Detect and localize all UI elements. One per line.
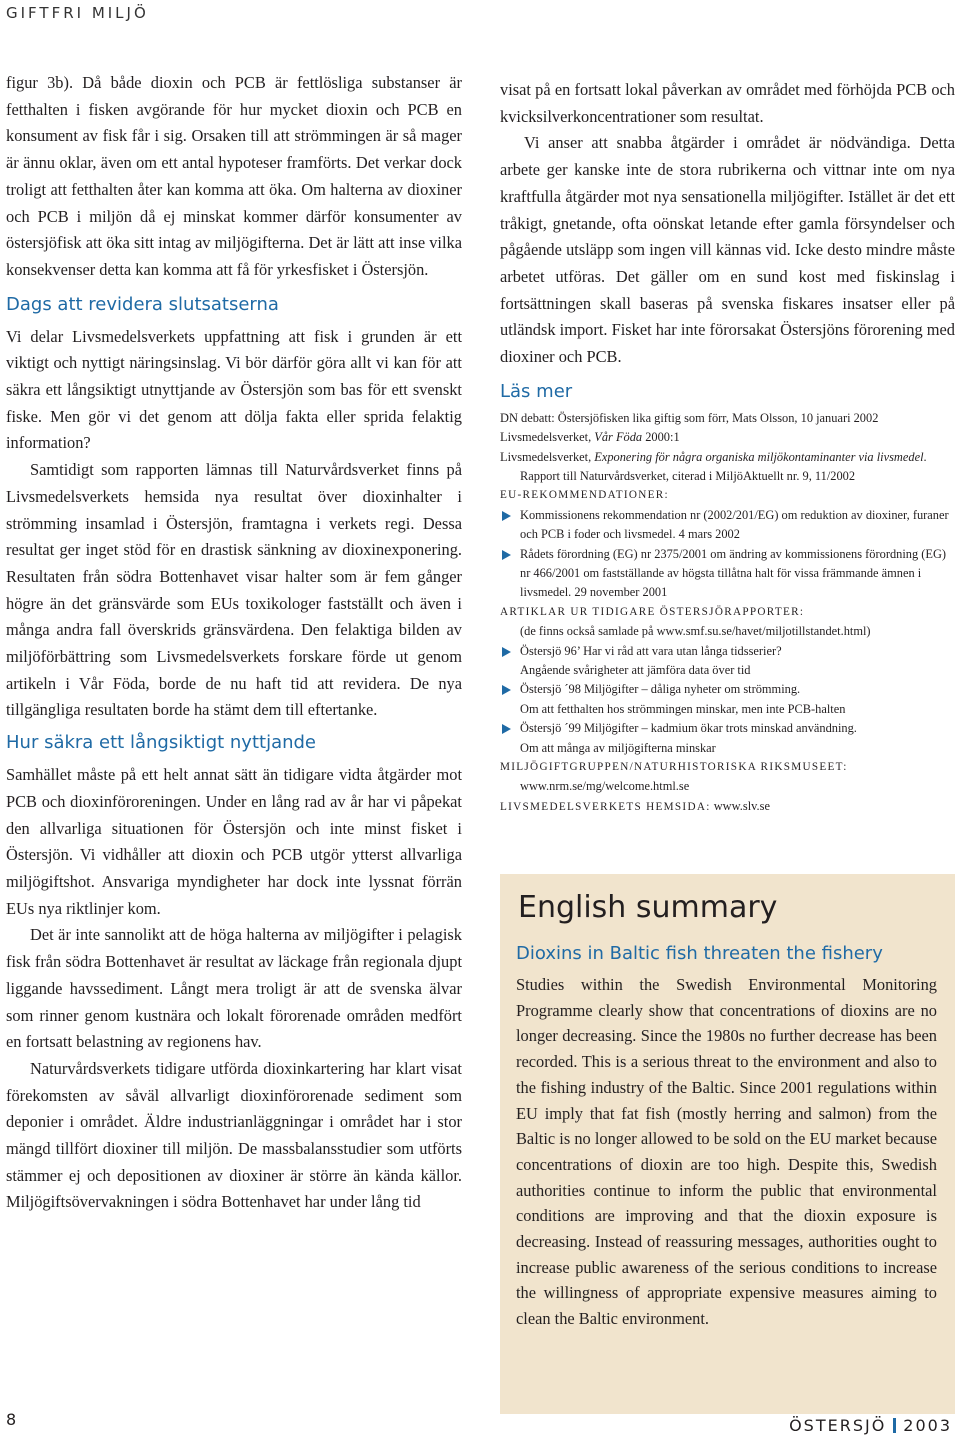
list-item: Rådets förordning (EG) nr 2375/2001 om ändring av kommissionens förordning (EG) nr 466/2001 om fastställande av högsta tillåtna halt för vissa främmande ämnen i livsmedel. 29 november 2001 [500,545,955,603]
reference-url[interactable]: www.nrm.se/mg/welcome.html.se [520,779,690,794]
summary-subtitle: Dioxins in Baltic fish threaten the fishery [516,943,883,964]
triangle-bullet-icon [502,685,511,695]
right-column [500,77,955,817]
summary-title: English summary [518,890,778,925]
reference: LIVSMEDELSVERKETS HEMSIDA: www.slv.se [500,798,770,813]
section-heading-lasmer: Läs mer [500,380,573,402]
list-item: Östersjö ´99 Miljögifter – kadmium ökar trots minskad användning. [500,719,955,738]
list-item: Kommissionens rekommendation nr (2002/201/EG) om reduktion av dioxiner, furaner och PCB i foder och livsmedel. 4 mars 2002 [500,506,955,545]
reference-note: Om att många av miljögifterna minskar [520,740,716,755]
triangle-bullet-icon [502,550,511,560]
body-paragraph: Samhället måste på ett helt annat sätt än tidigare vidta åtgärder mot PCB och dioxinföroreningen. Under en lång rad av år har vi påpekat den allvarliga situationen för Östersjön och inte minst fisket i Östersjön. Vi vidhåller att dioxin och PCB utgör ytterst allvarliga miljögiftshot. Ansvariga myndigheter har dock inte lyssnat förrän EUs nya riktlinjer kom. [6,765,462,918]
section-label: GIFTFRI MILJÖ [6,4,149,22]
list-item: Östersjö 96’ Har vi råd att vara utan långa tidsserier? [500,642,955,661]
page-number: 8 [6,1410,17,1429]
body-paragraph: Vi delar Livsmedelsverkets uppfattning att fisk i grunden är ett viktigt och nyttigt näringsinslag. Vi bör därför göra allt vi kan för att säkra ett långsiktigt utnyttjande av Östersjön som bas för ett svenskt fiske. Men gör vi det genom att dölja fakta eller sprida felaktig information? [6,326,462,453]
list-item: Östersjö ´98 Miljögifter – dåliga nyheter om strömming. [500,680,955,699]
reference-note: Om att fetthalten hos strömmingen minskar, men inte PCB-halten [520,701,846,716]
body-paragraph: Vi anser att snabba åtgärder i området är nödvändiga. Detta arbete ger kanske inte de stora rubrikerna och vittnar inte om nya kraftfulla åtgärder mot nya sensationella miljögifter. Istället är det ett tråkigt, gnetande, ofta oönskat letande efter gamla försyndelser och pågående utsläpp som ingen vill kännas vid. Icke desto mindre måste arbetet utföras. Det gäller om en sund kost med fiskinslag i fortsättningen skall baseras på svenska fiskares insatser eller på utländsk import. Fisket har inte förorsakat Östersjöns förorening med dioxiner och PCB. [500,133,955,367]
triangle-bullet-icon [502,724,511,734]
reference: Livsmedelsverket, Vår Föda 2000:1 [500,430,680,445]
reference-note: Angående svårigheter att jämföra data över tid [520,663,751,678]
magazine-year: 2003 [903,1416,952,1435]
body-paragraph: figur 3b). Då både dioxin och PCB är fettlösliga substanser är fetthalten i fisken avgörande för hur mycket dioxin och PCB en konsument av fisk får i sig. Orsaken till att strömmingen är så mager är ännu oklar, även om ett antal hypoteser framförts. Det verkar dock troligt att fetthalten åter kan komma att öka. Om halterna av dioxiner och PCB i miljön då ej minskat kommer därför konsumenter av östersjöfisk att öka sitt intag av miljögifterna. Det är lätt att inse vilka konsekvenser detta kan komma att få för yrkesfisket i Östersjön. [6,73,462,279]
summary-text: Studies within the Swedish Environmental Monitoring Programme clearly show that concentrations of dioxins are no longer decreasing. Since the 1980s no further decrease has been recorded. This is a serious threat to the environment and also to the fishing industry of the Baltic. Since 2001 regulations within EU imply that fat fish (mostly herring and salmon) from the Baltic is no longer allowed to be sold on the EU market because concentrations of dioxin are too high. Despite this, Swedish authorities continue to inform the public that environmental conditions are improving and that the dioxin exposure is decreasing. Instead of reassuring messages, authorities ought to increase public awareness of the serious conditions to increase the willingness of appropriate expensive measures aiming to clean the Baltic environment. [516,975,937,1329]
reference-group-heading: ARTIKLAR UR TIDIGARE ÖSTERSJÖRAPPORTER: [500,605,805,618]
body-paragraph: Det är inte sannolikt att de höga halterna av miljögifter i pelagisk fisk från södra Bottenhavet är resultat av läckage från regionala djupt liggande havssediment. Långt mera troligt är att de svenska älvar som rinner genom kustnära och lokalt förorenade områden medfört en fortsatt belastning av regionens hav. [6,925,462,1052]
reference: (de finns också samlade på www.smf.su.se/havet/miljotillstandet.html) [520,624,871,639]
reference-group-heading: EU-REKOMMENDATIONER: [500,489,669,502]
reading-list [500,409,955,818]
reference: Rapport till Naturvårdsverket, citerad i MiljöAktuellt nr. 9, 11/2002 [520,468,856,483]
body-paragraph: Samtidigt som rapporten lämnas till Naturvårdsverket finns på Livsmedelsverkets hemsida nya resultat över dioxinhalter i strömming insamlad i Östersjön, framtagna i verkets regi. Dessa resultat ger inget stöd för en drastisk sänkning av dioxinexponering. Resultaten från södra Bottenhavet visar halter som är fem gånger högre än det gränsvärde som EUs toxikologer fastställt och även i många andra fall överskrids gränsvärdena. Den felaktiga bilden av miljöförbättring som Livsmedelsverkets forskare förde ut genom artikeln i Vår Föda, borde de nu haft tid att revidera. De nya tillgängliga resultaten borde ha stämt dem till eftertanke. [6,460,462,720]
reference-group-heading: MILJÖGIFTGRUPPEN/NATURHISTORISKA RIKSMUSEET: [500,761,848,774]
triangle-bullet-icon [502,647,511,657]
left-column [6,70,462,1216]
triangle-bullet-icon [502,511,511,521]
magazine-footer [789,1416,952,1435]
body-paragraph: Naturvårdsverkets tidigare utförda dioxinkartering har klart visat förekomsten av såväl allvarligt dioxinförorenade sediment som deponier i området. Äldre industrianläggningar i området har i stor mängd tillfört dioxiner till miljön. De massbalansstudier som utförts stämmer ej och depositionen av dioxiner är större än kända källor. Miljögiftsövervakningen i södra Bottenhavet har under lång tid [6,1058,462,1212]
body-paragraph: visat på en fortsatt lokal påverkan av området med förhöjda PCB och kvicksilverkoncentrationer som resultat. [500,80,955,126]
reference-url[interactable]: www.slv.se [710,798,770,813]
footer-divider [893,1418,896,1433]
section-heading-revidera: Dags att revidera slutsatserna [6,293,279,315]
english-summary-box [500,874,955,1414]
reference: DN debatt: Östersjöfisken lika giftig som förr, Mats Olsson, 10 januari 2002 [500,410,879,425]
reference: Livsmedelsverket, Exponering för några organiska miljökontaminanter via livsmedel. [500,449,927,464]
section-heading-langsiktigt: Hur säkra ett långsiktigt nyttjande [6,732,317,754]
magazine-name: ÖSTERSJÖ [789,1416,887,1435]
